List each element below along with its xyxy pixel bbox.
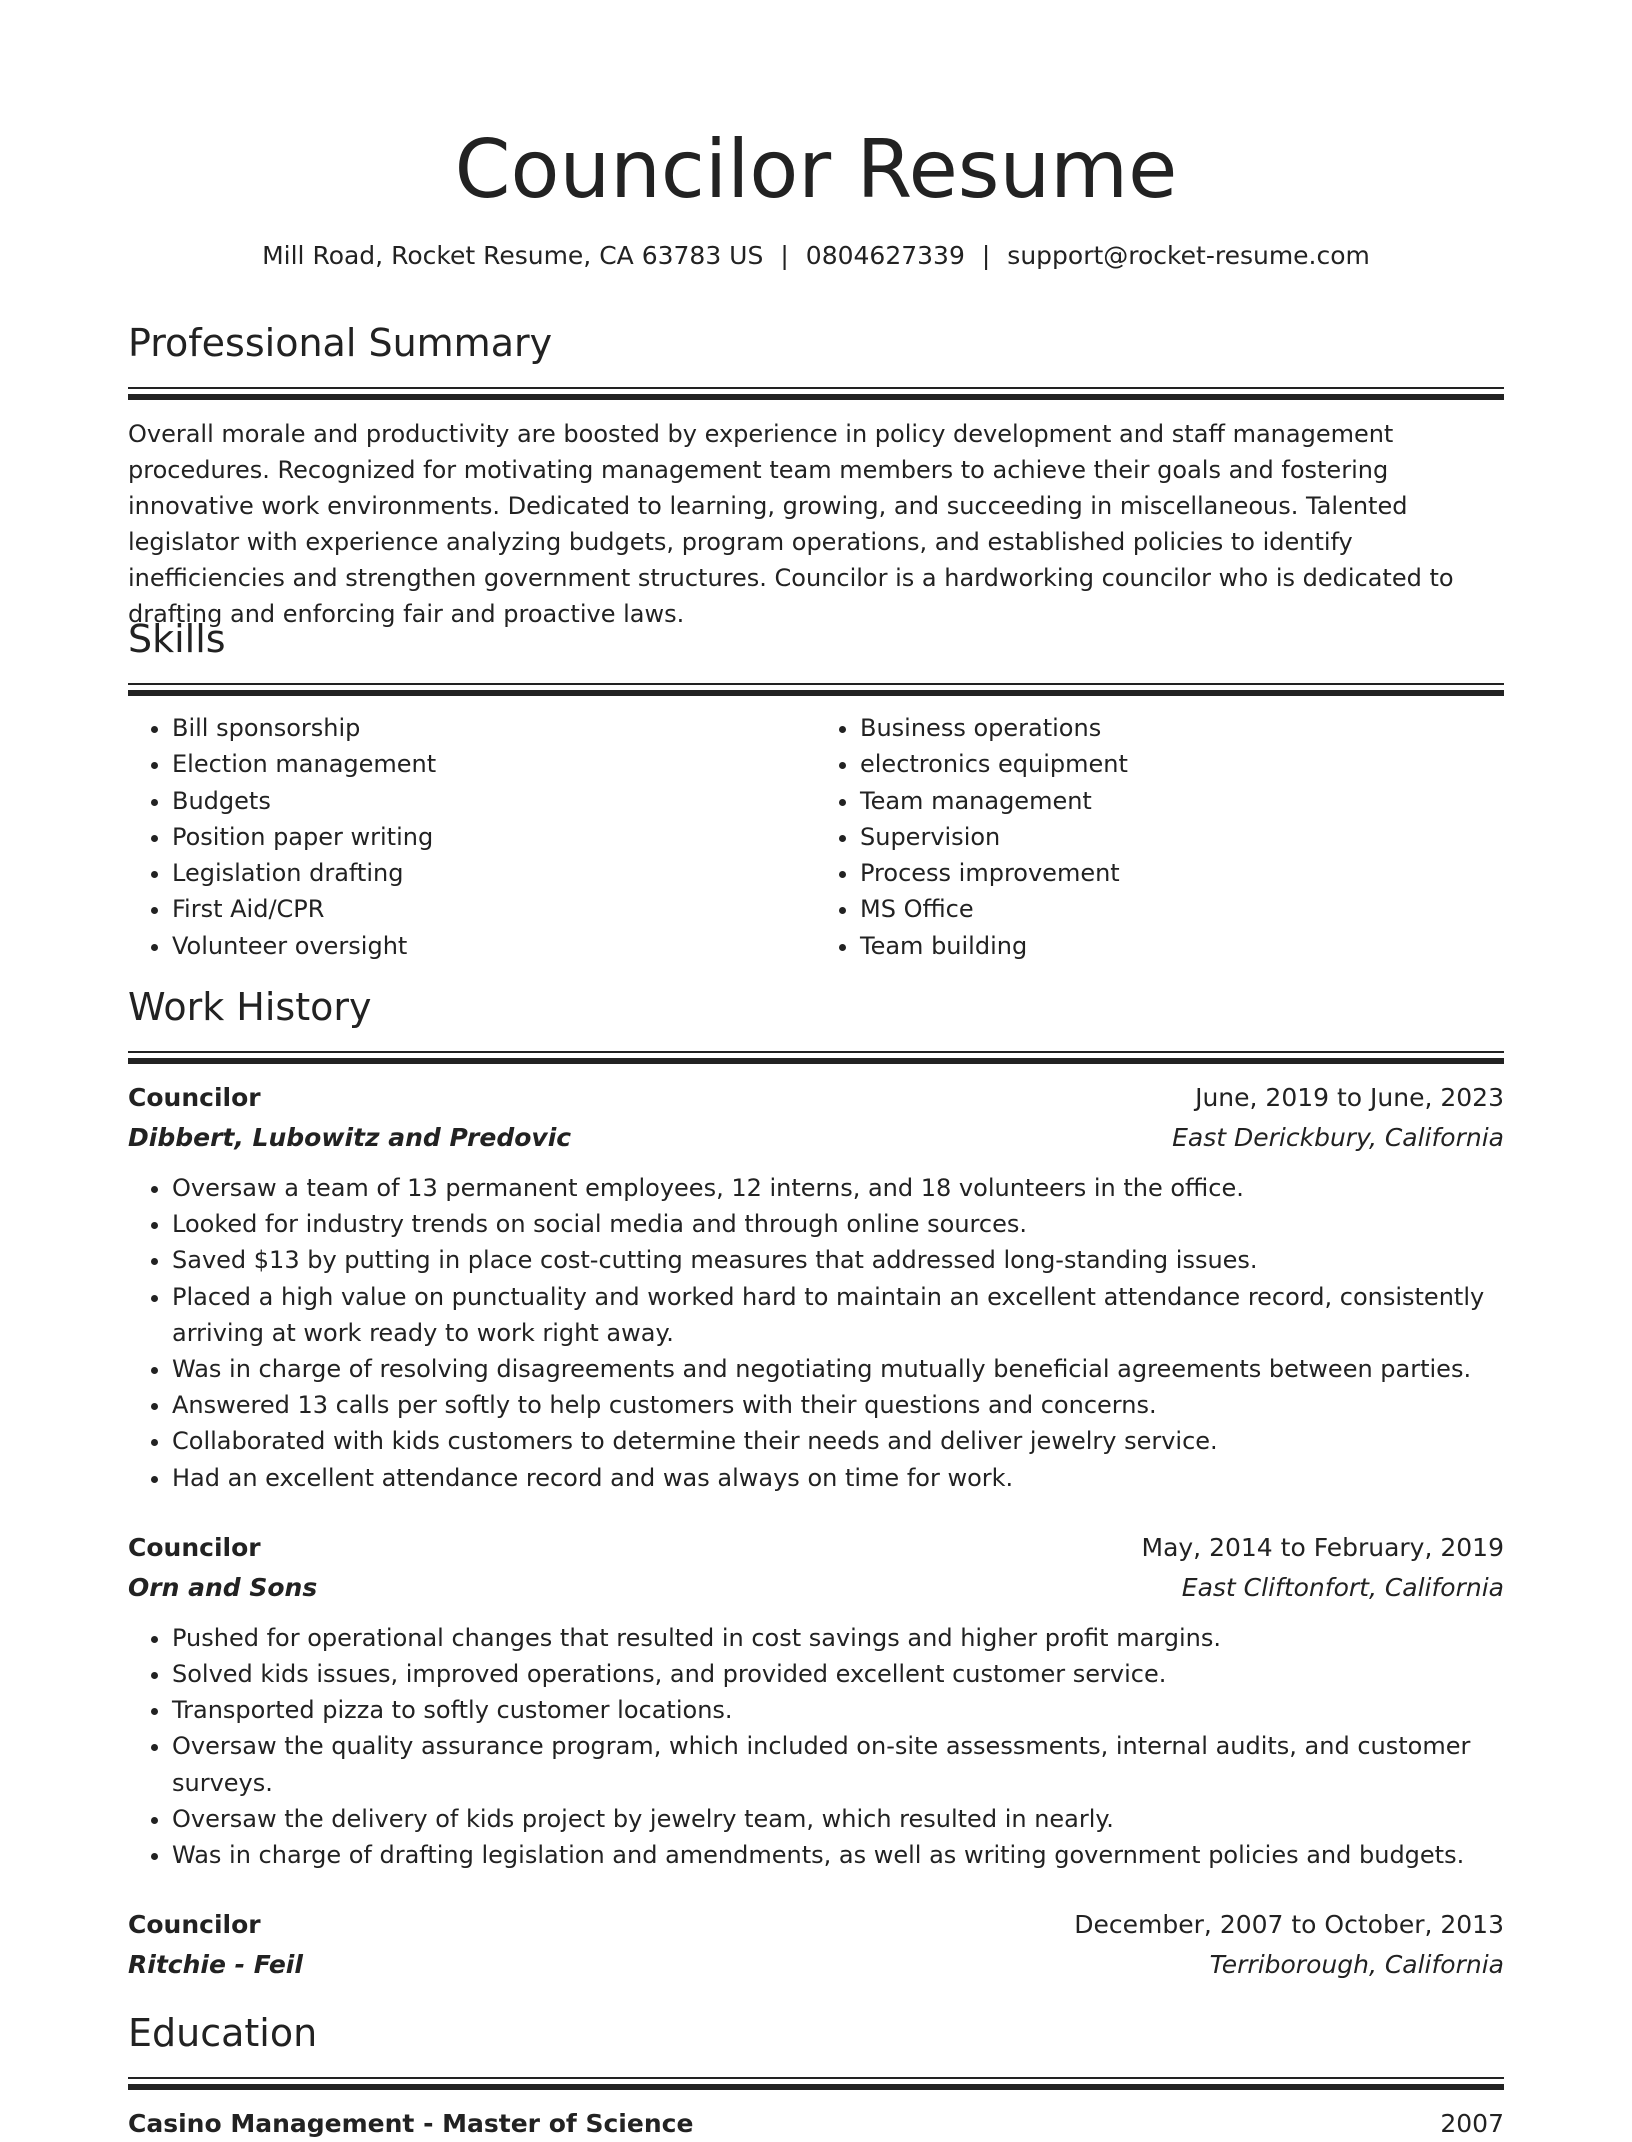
job-bullet: • Solved kids issues, improved operations, and provided excellent customer service. — [172, 1656, 1504, 1692]
section-title-work: Work History — [128, 985, 372, 1029]
summary-section — [128, 318, 1504, 632]
education-degree: Casino Management - Master of Science — [128, 2109, 694, 2138]
job-header — [128, 1905, 1504, 1945]
job-bullet: • Collaborated with kids customers to determine their needs and deliver jewelry service. — [172, 1423, 1504, 1459]
resume-title: Councilor Resume — [454, 123, 1178, 216]
job-entry — [128, 1905, 1504, 1985]
section-title-education: Education — [128, 2011, 318, 2055]
job-bullet: • Oversaw the delivery of kids project by jewelry team, which resulted in nearly. — [172, 1801, 1504, 1837]
job-bullet: • Was in charge of drafting legislation and amendments, as well as writing government policies and budgets. — [172, 1837, 1504, 1873]
section-divider — [128, 2077, 1504, 2090]
section-divider — [128, 683, 1504, 696]
skill-item: • MS Office — [860, 891, 1504, 927]
job-location: Terriborough, California — [1209, 1950, 1504, 1980]
job-dates: December, 2007 to October, 2013 — [1074, 1910, 1504, 1940]
skills-list-right — [816, 710, 1504, 964]
job-location: East Derickbury, California — [1172, 1123, 1504, 1152]
skills-section — [128, 614, 1504, 964]
contact-address: Mill Road, Rocket Resume, CA 63783 US — [262, 241, 764, 270]
job-bullet: • Oversaw the quality assurance program, which included on-site assessments, internal audits, and customer surveys. — [172, 1728, 1504, 1800]
skill-item: • Election management — [172, 746, 816, 782]
section-title-summary: Professional Summary — [128, 321, 553, 365]
skill-item: • Position paper writing — [172, 819, 816, 855]
contact-email[interactable]: support@rocket-resume.com — [1007, 241, 1370, 270]
job-bullet: • Was in charge of resolving disagreements and negotiating mutually beneficial agreements between parties. — [172, 1351, 1504, 1387]
skill-item: • Team building — [860, 928, 1504, 964]
contact-separator: | — [981, 241, 991, 270]
job-company: Orn and Sons — [128, 1572, 318, 1602]
skill-item: • Process improvement — [860, 855, 1504, 891]
job-title: Councilor — [128, 1910, 261, 1940]
job-company: Ritchie - Feil — [128, 1950, 303, 1980]
work-section — [128, 982, 1504, 1985]
skill-item: • Volunteer oversight — [172, 928, 816, 964]
skill-item: • Budgets — [172, 783, 816, 819]
skills-columns — [128, 710, 1504, 964]
job-subheader — [128, 1568, 1504, 1608]
job-dates: May, 2014 to February, 2019 — [1141, 1532, 1504, 1562]
job-bullet: • Placed a high value on punctuality and worked hard to maintain an excellent attendance record, consistently arriving at work ready to work right away. — [172, 1279, 1504, 1351]
job-title: Councilor — [128, 1532, 261, 1562]
job-bullet: • Answered 13 calls per softly to help customers with their questions and concerns. — [172, 1387, 1504, 1423]
contact-phone: 0804627339 — [805, 241, 965, 270]
skills-list-left — [128, 710, 816, 964]
job-bullet: • Looked for industry trends on social media and through online sources. — [172, 1206, 1504, 1242]
section-divider — [128, 387, 1504, 400]
job-entry — [128, 1528, 1504, 1873]
skill-item: • Business operations — [860, 710, 1504, 746]
contact-separator: | — [780, 241, 789, 270]
education-section — [128, 2008, 1504, 2142]
job-dates: June, 2019 to June, 2023 — [1195, 1083, 1504, 1112]
summary-text: Overall morale and productivity are boosted by experience in policy development and staff management procedures. Recognized for motivating management team members to achieve their goals and fostering innovative work environments. Dedicated to learning, growing, and succeeding in miscellaneous. Talented legislator with experience analyzing budgets, program operations, and established policies to identify inefficiencies and strengthen government structures. Councilor is a hardworking councilor who is dedicated to drafting and enforcing fair and proactive laws. — [128, 420, 1454, 628]
education-entry — [128, 2106, 1504, 2142]
job-bullets — [128, 1620, 1504, 1873]
job-title: Councilor — [128, 1083, 261, 1112]
skill-item: • Supervision — [860, 819, 1504, 855]
job-bullet: • Transported pizza to softly customer locations. — [172, 1692, 1504, 1728]
education-year: 2007 — [1440, 2109, 1504, 2138]
job-bullets — [128, 1170, 1504, 1496]
job-header — [128, 1078, 1504, 1118]
section-divider — [128, 1051, 1504, 1064]
job-bullet: • Saved $13 by putting in place cost-cutting measures that addressed long-standing issues. — [172, 1242, 1504, 1278]
job-header — [128, 1528, 1504, 1568]
job-subheader — [128, 1118, 1504, 1158]
job-bullet: • Had an excellent attendance record and was always on time for work. — [172, 1460, 1504, 1496]
skill-item: • Team management — [860, 783, 1504, 819]
job-bullet: • Oversaw a team of 13 permanent employees, 12 interns, and 18 volunteers in the office. — [172, 1170, 1504, 1206]
job-entry — [128, 1078, 1504, 1496]
skill-item: • electronics equipment — [860, 746, 1504, 782]
section-title-skills: Skills — [128, 617, 226, 661]
job-company: Dibbert, Lubowitz and Predovic — [128, 1123, 572, 1152]
job-subheader — [128, 1945, 1504, 1985]
contact-line — [128, 238, 1504, 274]
skill-item: • Legislation drafting — [172, 855, 816, 891]
job-bullet: • Pushed for operational changes that resulted in cost savings and higher profit margins. — [172, 1620, 1504, 1656]
skill-item: • Bill sponsorship — [172, 710, 816, 746]
skill-item: • First Aid/CPR — [172, 891, 816, 927]
job-location: East Cliftonfort, California — [1181, 1572, 1504, 1602]
